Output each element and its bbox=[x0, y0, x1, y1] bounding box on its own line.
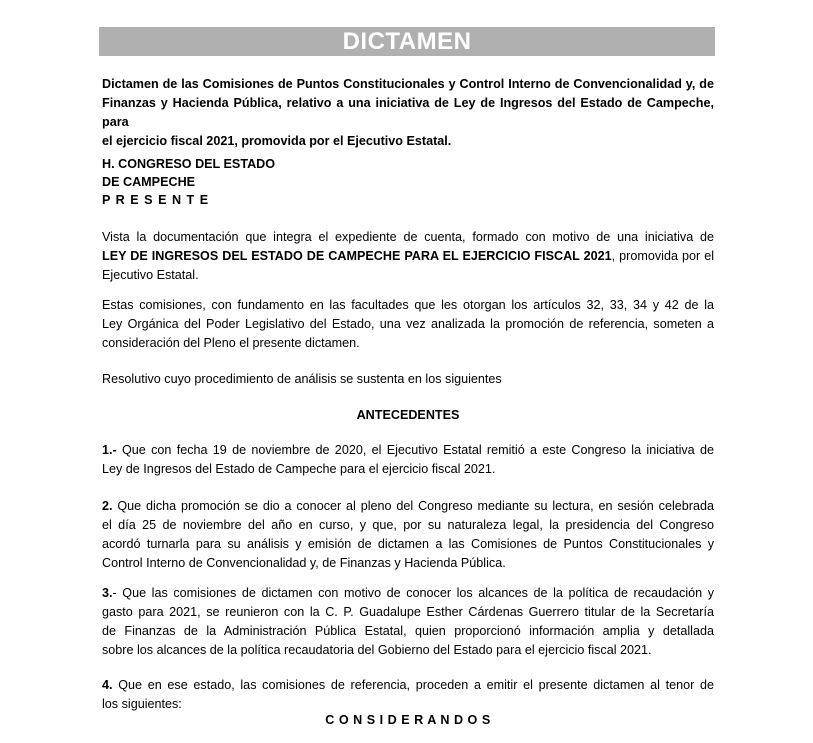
antecedente-item-2 bbox=[102, 497, 714, 573]
intro-paragraph-1 bbox=[102, 228, 714, 285]
addressee-line: P R E S E N T E bbox=[102, 193, 210, 207]
summary-line: Dictamen de las Comisiones de Puntos Constitucionales y Control Interno de Convencionalidad y, de bbox=[102, 77, 714, 91]
document-title: DICTAMEN bbox=[342, 27, 472, 55]
considerandos-heading: C O N S I D E R A N D O S bbox=[325, 713, 491, 727]
item-number: 4. bbox=[102, 678, 113, 692]
summary-line: Finanzas y Hacienda Pública, relativo a una iniciativa de Ley de Ingresos del Estado de Campeche, para bbox=[102, 96, 714, 129]
paragraph-text: Que en ese estado, las comisiones de referencia, proceden a emitir el presente dictamen al tenor de bbox=[112, 678, 714, 692]
paragraph-line: Ejecutivo Estatal. bbox=[102, 268, 199, 282]
antecedente-item-3 bbox=[102, 584, 714, 660]
addressee-line: DE CAMPECHE bbox=[102, 175, 196, 189]
paragraph-line: los siguientes: bbox=[102, 697, 182, 711]
paragraph-line: acordó turnarla para su análisis y emisión de dictamen a las Comisiones de Puntos Constitucionales y bbox=[102, 537, 714, 551]
paragraph-line bbox=[102, 441, 714, 460]
paragraph-line: sobre los alcances de la política recaudatoria del Gobierno del Estado para el ejercicio fiscal 2021. bbox=[102, 643, 652, 657]
title-banner bbox=[99, 27, 715, 56]
intro-paragraph-2 bbox=[102, 296, 714, 353]
summary-paragraph bbox=[102, 75, 714, 151]
addressee-block bbox=[102, 155, 714, 209]
intro-paragraph-3 bbox=[102, 370, 714, 389]
item-number: 3. bbox=[102, 586, 113, 600]
paragraph-line bbox=[102, 676, 714, 695]
paragraph-text: - Que las comisiones de dictamen con motivo de conocer los alcances de la política de recaudación y bbox=[112, 586, 714, 600]
paragraph-line: Resolutivo cuyo procedimiento de análisis se sustenta en los siguientes bbox=[102, 372, 502, 386]
paragraph-line bbox=[102, 497, 714, 516]
paragraph-line: el día 25 de noviembre del año en curso, y que, por su naturaleza legal, la presidencia del Congreso bbox=[102, 518, 714, 532]
paragraph-text: Que dicha promoción se dio a conocer al pleno del Congreso mediante su lectura, en sesión celebrada bbox=[112, 499, 714, 513]
item-number: 2. bbox=[102, 499, 113, 513]
paragraph-line: Estas comisiones, con fundamento en las facultades que les otorgan los artículos 32, 33, 34 y 42 de la bbox=[102, 298, 714, 312]
addressee-line: H. CONGRESO DEL ESTADO bbox=[102, 157, 276, 171]
paragraph-line: consideración del Pleno el presente dictamen. bbox=[102, 336, 360, 350]
paragraph-line: de Finanzas de la Administración Pública Estatal, quien proporcionó información amplia y detallada bbox=[102, 624, 714, 638]
paragraph-line: Vista la documentación que integra el expediente de cuenta, formado con motivo de una iniciativa de bbox=[102, 230, 714, 244]
antecedentes-heading: ANTECEDENTES bbox=[356, 408, 460, 422]
item-number: 1.- bbox=[102, 443, 117, 457]
paragraph-line bbox=[102, 584, 714, 603]
paragraph-line: Ley Orgánica del Poder Legislativo del Estado, una vez analizada la promoción de referencia, someten a bbox=[102, 317, 714, 331]
paragraph-line: Ley de Ingresos del Estado de Campeche para el ejercicio fiscal 2021. bbox=[102, 462, 496, 476]
paragraph-text: , promovida por el bbox=[611, 249, 714, 263]
paragraph-line bbox=[102, 247, 714, 266]
paragraph-line: Control Interno de Convencionalidad y, de Finanzas y Hacienda Pública. bbox=[102, 556, 506, 570]
law-title-bold: LEY DE INGRESOS DEL ESTADO DE CAMPECHE PARA EL EJERCICIO FISCAL 2021 bbox=[102, 249, 612, 263]
summary-line: el ejercicio fiscal 2021, promovida por el Ejecutivo Estatal. bbox=[102, 134, 452, 148]
antecedente-item-4 bbox=[102, 676, 714, 714]
antecedente-item-1 bbox=[102, 441, 714, 479]
paragraph-line: gasto para 2021, se reunieron con la C. P. Guadalupe Esther Cárdenas Guerrero titular de la Secretaría bbox=[102, 605, 714, 619]
paragraph-text: Que con fecha 19 de noviembre de 2020, el Ejecutivo Estatal remitió a este Congreso la iniciativa de bbox=[116, 443, 714, 457]
